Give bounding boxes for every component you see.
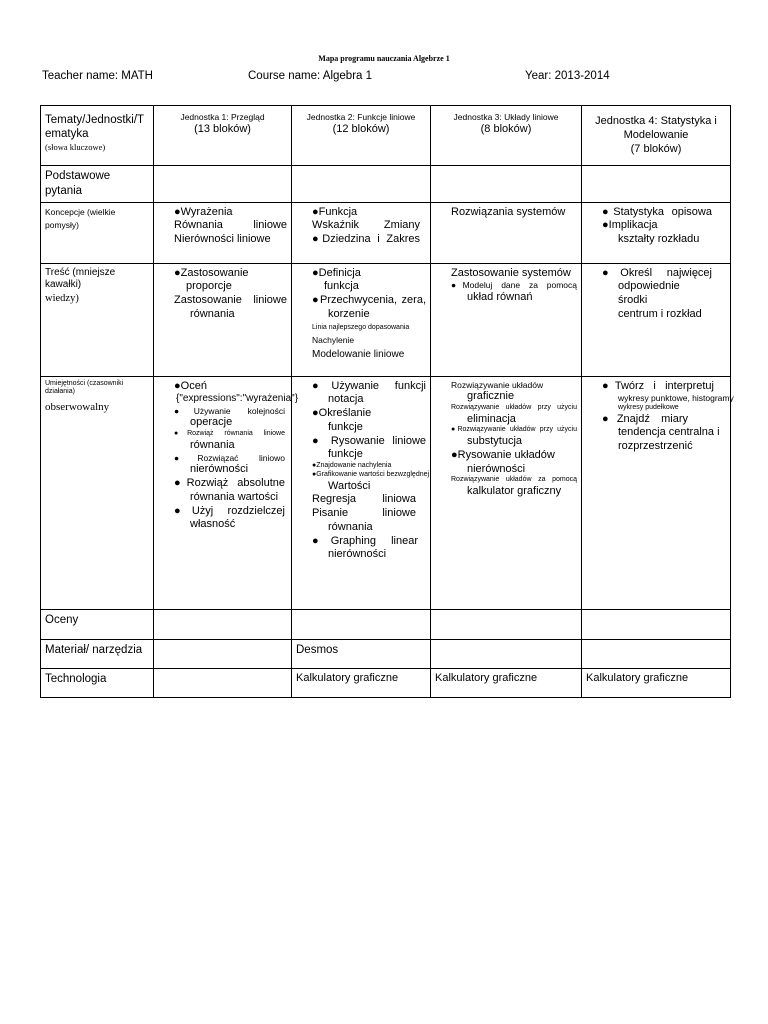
skills-unit3: [431, 376, 582, 609]
list-item: ●Używanie funkcji: [312, 379, 426, 392]
list-item: Regresja liniowa: [312, 493, 416, 506]
concepts-unit1: [154, 202, 292, 263]
teacher-name: Teacher name: MATH: [42, 70, 153, 82]
list-item: ●Oceń: [174, 379, 207, 392]
list-item: ●Zastosowanie: [174, 266, 249, 279]
unit2-blocks: (12 bloków): [332, 122, 390, 135]
skills-unit2: [292, 376, 431, 609]
technology-label: Technologia: [45, 672, 107, 685]
list-item: ●Dziedzina i Zakres: [312, 233, 420, 245]
list-item: ●Rozwiąż absolutne: [174, 477, 285, 489]
list-item: korzenie: [328, 307, 370, 320]
skills-unit1: [154, 376, 299, 609]
concepts-unit4: [582, 202, 731, 263]
list-item: {"expressions":"wyrażenia"}: [176, 393, 299, 405]
concepts-row: [41, 202, 731, 263]
essential-questions-label-cell: [41, 166, 154, 203]
list-item: układ równań: [467, 290, 533, 303]
list-item: równania: [328, 520, 373, 533]
list-item: substytucja: [467, 435, 523, 448]
list-item: równania: [190, 307, 235, 320]
list-item: ●Przechwycenia, zera,: [312, 294, 426, 306]
technology-unit2: [292, 668, 431, 697]
unit3-title: Jednostka 3: Układy liniowe: [453, 112, 559, 122]
skills-label-cell: [41, 376, 154, 609]
essential-questions-label: Podstawowe pytania: [45, 170, 111, 197]
list-item: ●Znajdź miary: [602, 412, 688, 425]
materials-label: Materiał/ narzędzia: [45, 643, 143, 656]
concepts-label-cell: [41, 202, 154, 263]
technology-unit1: [154, 668, 292, 697]
list-item: Rozwiązania systemów: [451, 205, 566, 218]
list-item: Pisanie liniowe: [312, 507, 416, 519]
header-unit4-cell: [582, 106, 731, 166]
assessments-unit4: [582, 609, 731, 639]
header-row: [41, 106, 731, 166]
list-item: tendencja centralna i: [618, 426, 720, 439]
assessments-unit3: [431, 609, 582, 639]
skills-label-cont: obserwowalny: [45, 401, 110, 413]
list-item: eliminacja: [467, 412, 516, 425]
list-item: ●Rozwiązać liniowo: [174, 452, 285, 463]
list-item: ●Znajdowanie nachylenia: [312, 462, 392, 469]
list-item: Zastosowanie liniowe: [174, 294, 287, 306]
essential-questions-unit4: [582, 166, 731, 203]
technology-unit3: [431, 668, 582, 697]
list-item: Nachylenie: [312, 335, 355, 346]
skills-label: Umiejętności (czasowniki działania): [45, 379, 124, 396]
skills-unit4: [582, 376, 734, 609]
list-item: Zastosowanie systemów: [451, 266, 571, 279]
list-item: operacje: [190, 416, 233, 429]
list-item: notacja: [328, 393, 364, 406]
list-item: własność: [190, 518, 236, 531]
list-item: wykresy pudełkowe: [618, 403, 679, 411]
document-title: Mapa programu nauczania Algebrze 1: [318, 54, 450, 63]
unit4-blocks: (7 bloków): [630, 142, 682, 155]
essential-questions-unit1: [154, 166, 292, 203]
list-item: Równania liniowe: [174, 219, 287, 232]
list-item: centrum i rozkład: [618, 307, 702, 320]
list-item: ●Modeluj dane za pomocą: [451, 280, 577, 291]
assessments-unit2: [292, 609, 431, 639]
list-item: wykresy punktowe, histogramy: [618, 393, 734, 404]
list-item: kalkulator graficzny: [467, 485, 562, 498]
list-item: ●Określ najwięcej: [602, 266, 712, 279]
technology-unit2-text: Kalkulatory graficzne: [296, 671, 399, 684]
assessments-unit1: [154, 609, 292, 639]
essential-questions-unit2: [292, 166, 431, 203]
content-label-cell: [41, 263, 154, 376]
header-topics-cell: [41, 106, 154, 166]
list-item: ●Grafikowanie wartości bezwzględnej: [312, 470, 430, 478]
materials-unit4: [582, 639, 731, 668]
materials-desmos: Desmos: [296, 643, 339, 656]
list-item: ●Użyj rozdzielczej: [174, 504, 285, 517]
list-item: rozprzestrzenić: [618, 440, 693, 453]
unit1-title: Jednostka 1: Przegląd: [180, 112, 265, 122]
unit1-blocks: (13 bloków): [194, 122, 251, 135]
concepts-label: Koncepcje (wielkie pomysły): [45, 206, 116, 231]
materials-unit2: [292, 639, 431, 668]
header-topics-label: Tematy/Jednostki/Tematyka: [45, 114, 145, 141]
technology-label-cell: [41, 668, 154, 697]
list-item: kształty rozkładu: [618, 233, 700, 245]
list-item: ●Rozwiązywanie układów przy użyciu: [451, 426, 577, 434]
list-item: ●Implikacja: [602, 219, 658, 232]
content-unit2: [292, 263, 431, 376]
concepts-unit2: [292, 202, 431, 263]
list-item: ●Rozwiąż równania liniowe: [174, 430, 285, 438]
content-label: Treść (mniejsze kawałki): [45, 266, 116, 290]
list-item: Rozwiązywanie układów: [451, 379, 544, 390]
list-item: równania wartości: [190, 490, 279, 503]
essential-questions-row: [41, 166, 731, 203]
list-item: ●Graphing linear: [312, 534, 418, 547]
materials-row: [41, 639, 731, 668]
header-unit2-cell: [292, 106, 431, 166]
content-label-cont: wiedzy): [45, 292, 79, 304]
list-item: ●Statystyka opisowa: [602, 205, 712, 218]
list-item: funkcje: [328, 448, 363, 461]
technology-unit4-text: Kalkulatory graficzne: [586, 671, 689, 684]
unit4-subtitle: Modelowanie: [623, 128, 689, 141]
header-unit1-cell: [154, 106, 292, 166]
list-item: funkcja: [324, 280, 359, 293]
list-item: Modelowanie liniowe: [312, 348, 405, 360]
list-item: równania: [190, 438, 235, 451]
content-unit1: [154, 263, 292, 376]
content-row: [41, 263, 731, 376]
school-year: Year: 2013-2014: [525, 70, 610, 82]
materials-unit1: [154, 639, 292, 668]
assessments-row: [41, 609, 731, 639]
essential-questions-unit3: [431, 166, 582, 203]
list-item: Rozwiązywanie układów przy użyciu: [451, 403, 577, 411]
unit4-title: Jednostka 4: Statystyka i: [595, 115, 717, 127]
list-item: Rozwiązywanie układów za pomocą: [451, 476, 577, 484]
list-item: nierówności: [467, 462, 526, 475]
list-item: proporcje: [186, 280, 232, 293]
list-item: ●Twórz i interpretuj: [602, 379, 714, 392]
list-item: odpowiednie środki: [618, 280, 680, 306]
list-item: ●Określanie: [312, 407, 372, 419]
header-keywords-label: (słowa kluczowe): [45, 141, 106, 152]
technology-row: [41, 668, 731, 697]
list-item: ●Funkcja: [312, 205, 358, 218]
list-item: ● Rysowanie liniowe: [312, 434, 426, 447]
assessments-label-cell: [41, 609, 154, 639]
technology-unit4: [582, 668, 731, 697]
content-unit3: [431, 263, 582, 376]
header-unit3-cell: [431, 106, 582, 166]
list-item: ●Definicja: [312, 266, 361, 279]
list-item: ●Rysowanie układów: [451, 448, 555, 461]
course-name: Course name: Algebra 1: [248, 70, 373, 82]
list-item: nierówności: [190, 463, 249, 476]
concepts-unit3: [431, 202, 582, 263]
unit3-blocks: (8 bloków): [480, 122, 532, 135]
assessments-label: Oceny: [45, 613, 79, 626]
list-item: funkcje: [328, 420, 363, 433]
list-item: Wskaźnik Zmiany: [312, 219, 420, 232]
list-item: graficznie: [467, 390, 515, 403]
list-item: Wartości: [328, 479, 371, 492]
technology-unit3-text: Kalkulatory graficzne: [435, 671, 538, 684]
unit2-title: Jednostka 2: Funkcje liniowe: [306, 112, 416, 122]
list-item: Nierówności liniowe: [174, 233, 271, 245]
list-item: ●Wyrażenia: [174, 205, 233, 218]
curriculum-map-table: [40, 105, 734, 698]
list-item: ●Używanie kolejności: [174, 405, 285, 416]
skills-row: [41, 376, 731, 609]
list-item: nierówności: [328, 548, 387, 561]
materials-unit3: [431, 639, 582, 668]
content-unit4: [582, 263, 731, 376]
materials-label-cell: [41, 639, 154, 668]
list-item: Linia najlepszego dopasowania: [312, 323, 410, 331]
